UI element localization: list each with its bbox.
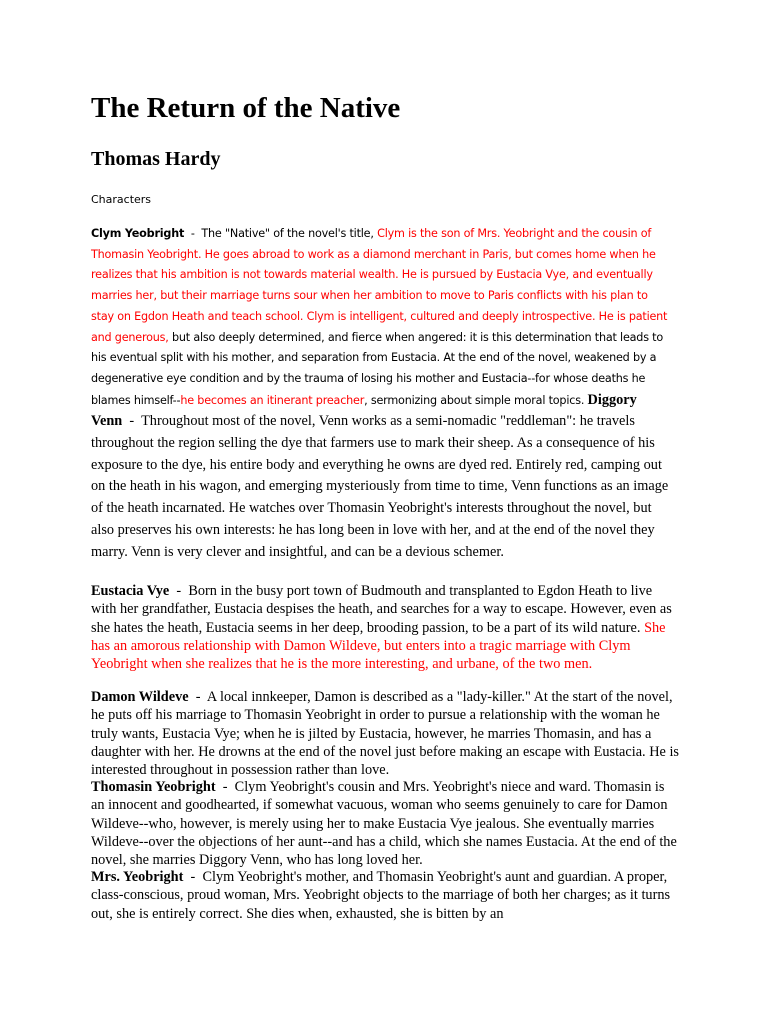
document-title: The Return of the Native <box>91 92 401 124</box>
clym-end-text: , sermonizing about simple moral topics. <box>364 393 588 407</box>
mrs-yeobright-name: Mrs. Yeobright <box>91 869 184 885</box>
damon-separator: - <box>188 689 207 705</box>
clym-red-text-2: he becomes an itinerant preacher <box>180 393 365 407</box>
eustacia-red-text: She has an amorous relationship with Damon Wildeve, but enters into a tragic marriage with Clym Yeobright when she realizes that he is the more interesting, and urbane, of the two men. <box>91 619 666 673</box>
eustacia-text: Born in the busy port town of Budmouth and transplanted to Egdon Heath to live with her grandfather, Eustacia despises the heath, and searches for a way to escape. However, even as she hates the heath, Eustacia seems in her deep, brooding passion, to be a part of its wild nature. <box>91 583 672 636</box>
venn-text: Throughout most of the novel, Venn works as a semi-nomadic "reddleman": he travels throughout the region selling the dye that farmers use to mark their sheep. As a consequence of his exposure to the dye, his entire body and everything he owns are dyed red. Entirely red, camping out on the heath in his wagon, and emerging mysteriously from time to time, Venn functions as an image of the heath incarnated. He watches over Thomasin Yeobright's interests throughout the novel, but also preserves his own interests: he has long been in love with her, and at the end of the novel they marry. Venn is very clever and insightful, and can be a devious schemer. <box>91 413 669 560</box>
venn-separator: - <box>122 413 142 430</box>
mrs-yeobright-separator: - <box>183 869 203 885</box>
mrs-yeobright-text: Clym Yeobright's mother, and Thomasin Yeobright's aunt and guardian. A proper, class-conscious, proud woman, Mrs. Yeobright objects to the marriage of both her charges; as it turns out, she is entirely correct. She dies when, exhausted, she is bitten by an <box>91 869 671 922</box>
clym-red-text: Clym is the son of Mrs. Yeobright and the cousin of Thomasin Yeobright. He goes abroad to work as a diamond merchant in Paris, but comes home when he realizes that his ambition is not towards material wealth. He is pursued by Eustacia Vye, and eventually marries her, but their marriage turns sour when her ambition to move to Paris conflicts with his plan to stay on Egdon Heath and teach school. Clym is intelligent, cultured and deeply introspective. He is patient and generous, <box>91 227 668 344</box>
clym-mid-text: but also deeply determined, and fierce when angered: it is this determination that leads to his eventual split with his mother, and separation from Eustacia. At the end of the novel, weakened by a degenerative eye condition and by the trauma of losing his mother and Eustacia--for whose deaths he blames himself-- <box>91 330 664 407</box>
venn-name: Diggory Venn <box>91 391 637 430</box>
clym-intro: The "Native" of the novel's title, <box>201 227 378 240</box>
clym-separator: - <box>184 227 202 240</box>
thomasin-text: Clym Yeobright's cousin and Mrs. Yeobright's niece and ward. Thomasin is an innocent and goodhearted, if somewhat vacuous, woman who seems genuinely to care for Damon Wildeve--who, however, is merely using her to make Eustacia Vye jealous. She eventually marries Wildeve--over the objections of her aunt--and has a child, which she names Eustacia. At the end of the novel, she marries Diggory Venn, who has long loved her. <box>91 779 677 869</box>
mrs-yeobright-paragraph <box>91 868 681 923</box>
venn-entry <box>91 392 668 560</box>
clym-name: Clym Yeobright <box>91 227 185 240</box>
thomasin-separator: - <box>215 779 235 795</box>
eustacia-name: Eustacia Vye <box>91 583 170 599</box>
section-heading: Characters <box>91 193 152 206</box>
damon-name: Damon Wildeve <box>91 689 189 705</box>
thomasin-paragraph <box>91 778 681 869</box>
eustacia-separator: - <box>169 583 189 599</box>
author-name: Thomas Hardy <box>91 148 221 170</box>
damon-text: A local innkeeper, Damon is described as a "lady-killer." At the start of the novel, he puts off his marriage to Thomasin Yeobright in order to pursue a relationship with the woman he truly wants, Eustacia Vye; when he is jilted by Eustacia, however, he marries Thomasin, and has a daughter with her. He drowns at the end of the novel just before making an escape with Eustacia. He is interested throughout in possession rather than love. <box>91 689 679 779</box>
damon-paragraph <box>91 688 681 779</box>
eustacia-paragraph <box>91 582 681 673</box>
clym-paragraph <box>91 224 671 563</box>
thomasin-name: Thomasin Yeobright <box>91 779 216 795</box>
